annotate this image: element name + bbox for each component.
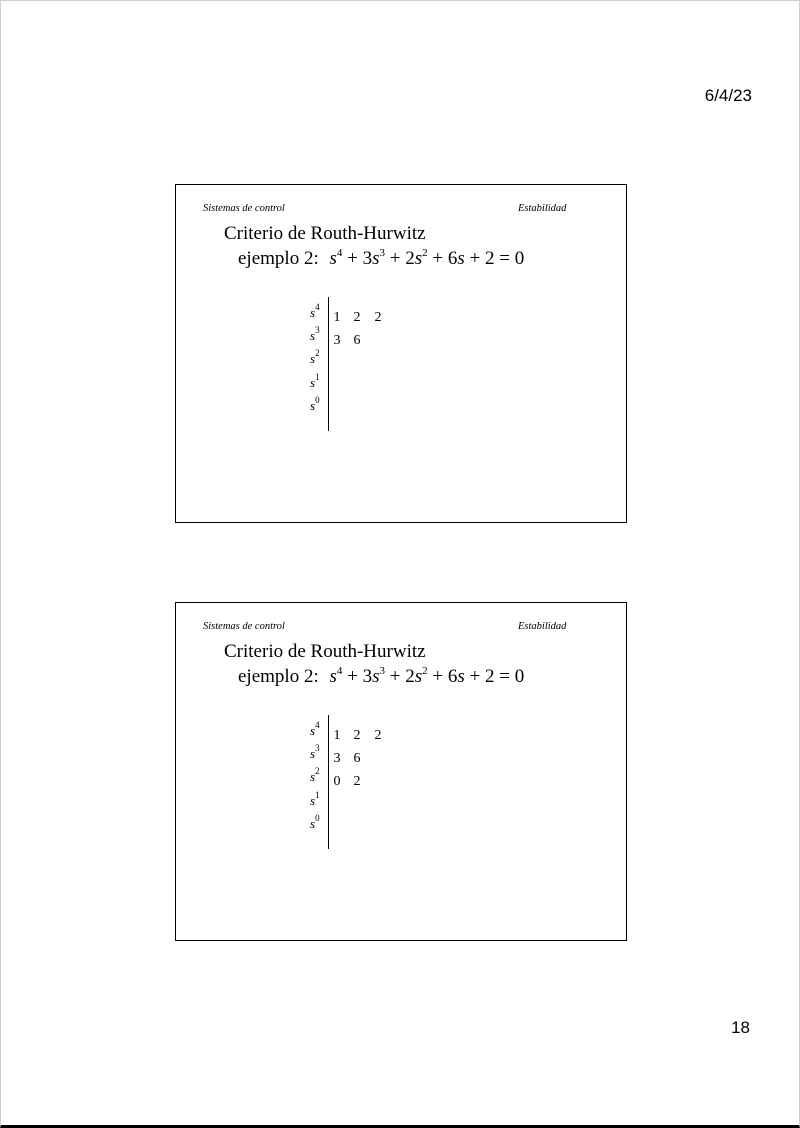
routh-cell: 2 [353, 728, 361, 743]
routh-array [310, 715, 430, 851]
example-label: ejemplo 2: [238, 248, 319, 269]
routh-cell: 2 [374, 728, 382, 743]
slide-header-left: Sistemas de control [203, 203, 285, 214]
routh-cell: 2 [353, 774, 361, 789]
page-date: 6/4/23 [704, 86, 752, 105]
slide-header-right: Estabilidad [518, 203, 567, 214]
routh-cell: 3 [333, 751, 341, 766]
routh-row-label: $s^3$ [310, 743, 320, 761]
routh-row-label: $s^0$ [310, 395, 320, 413]
routh-divider [328, 715, 329, 849]
routh-cell: 1 [333, 310, 341, 325]
slide-1 [175, 184, 627, 523]
routh-cell: 0 [333, 774, 341, 789]
example-line [238, 666, 524, 688]
routh-divider [328, 297, 329, 431]
slide-title: Criterio de Routh-Hurwitz [224, 223, 426, 244]
routh-row-label: $s^1$ [310, 790, 320, 808]
routh-row-label: $s^2$ [310, 348, 320, 366]
routh-cell: 3 [333, 333, 341, 348]
slide-header-right: Estabilidad [518, 621, 567, 632]
routh-cell: 2 [374, 310, 382, 325]
example-line [238, 248, 524, 270]
example-label: ejemplo 2: [238, 666, 319, 687]
routh-row-label: $s^3$ [310, 325, 320, 343]
routh-row-label: $s^1$ [310, 372, 320, 390]
slide-title: Criterio de Routh-Hurwitz [224, 641, 426, 662]
routh-cell: 6 [353, 333, 361, 348]
routh-row-label: $s^0$ [310, 813, 320, 831]
routh-row-label: $s^4$ [310, 302, 320, 320]
characteristic-equation: $s^4 + 3s^3 + 2s^2 + 6s + 2 = 0$ [329, 665, 525, 687]
characteristic-equation: $s^4 + 3s^3 + 2s^2 + 6s + 2 = 0$ [329, 247, 525, 269]
slide-header-left: Sistemas de control [203, 621, 285, 632]
routh-cell: 2 [353, 310, 361, 325]
routh-array [310, 297, 430, 433]
routh-cell: 1 [333, 728, 341, 743]
page-number: 18 [731, 1018, 750, 1037]
routh-row-label: $s^4$ [310, 720, 320, 738]
routh-cell: 6 [353, 751, 361, 766]
routh-row-label: $s^2$ [310, 766, 320, 784]
slide-2 [175, 602, 627, 941]
